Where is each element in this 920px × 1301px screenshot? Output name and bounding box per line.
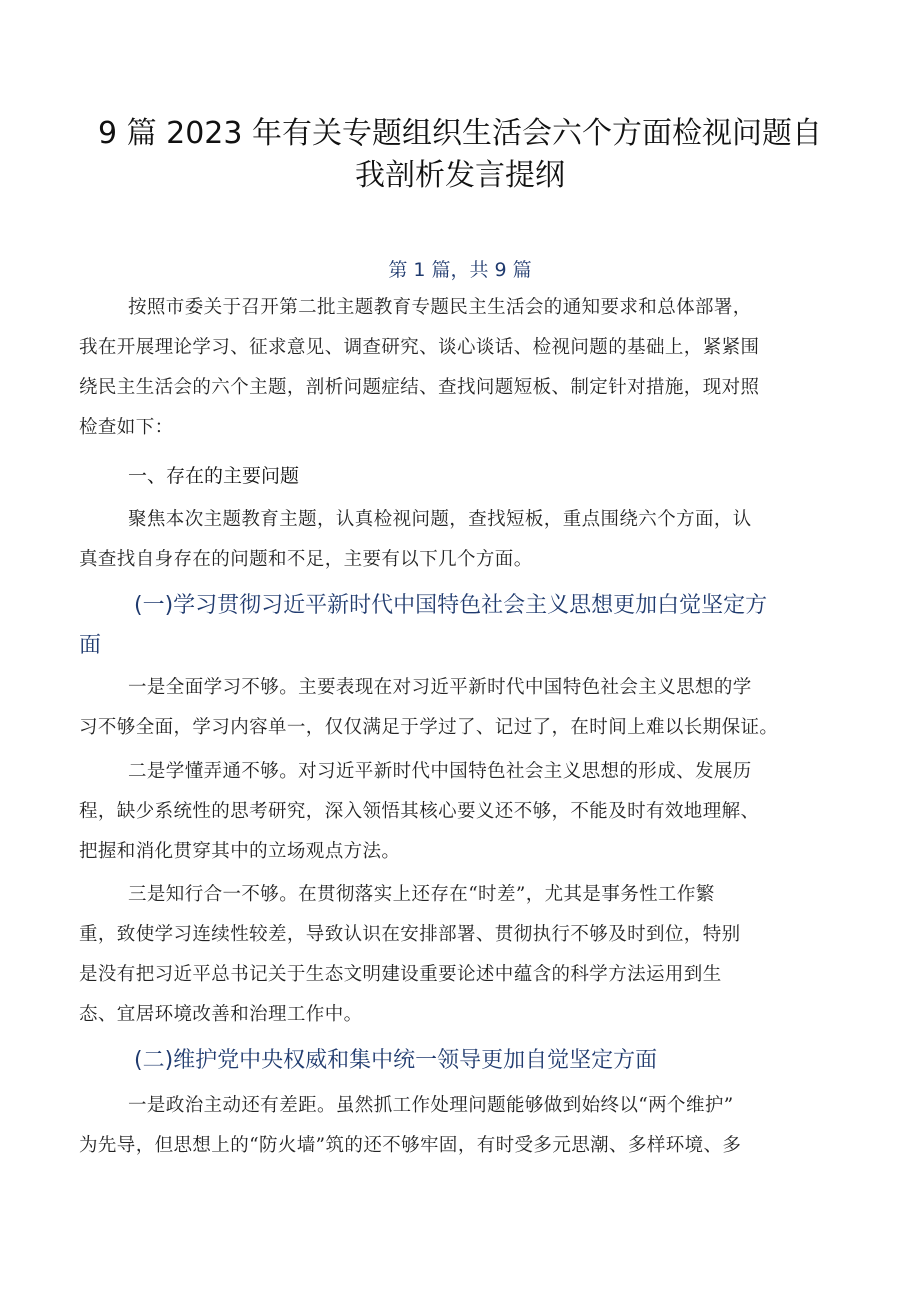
subsection-heading: (一)学习贯彻习近平新时代中国特色社会主义思想更加白觉坚定方 — [134, 593, 768, 618]
intro-line: 绕民主生活会的六个主题，剖析问题症结、查找问题短板、制定针对措施，现对照 — [79, 377, 760, 398]
paragraph-line: 一是全面学习不够。主要表现在对习近平新时代中国特色社会主义思想的学 — [128, 677, 752, 698]
paragraph-line: 三是知行合一不够。在贯彻落实上还存在“时差”，尤其是事务性工作繁 — [128, 884, 715, 905]
section-line: 聚焦本次主题教育主题，认真检视问题，查找短板，重点围绕六个方面，认 — [128, 509, 752, 530]
article-counter: 第 1 篇，共 9 篇 — [388, 259, 532, 281]
paragraph-line: 把握和消化贯穿其中的立场观点方法。 — [79, 841, 401, 862]
intro-line: 按照市委关于召开第二批主题教育专题民主生活会的通知要求和总体部署， — [128, 297, 752, 318]
intro-line: 检查如下： — [79, 417, 174, 438]
section-line: 真查找自身存在的问题和不足，主要有以下几个方面。 — [79, 549, 533, 570]
paragraph-line: 态、宜居环境改善和治理工作中。 — [79, 1004, 363, 1025]
subsection-heading: 面 — [79, 633, 102, 658]
paragraph-line: 为先导，但思想上的“防火墙”筑的还不够牢固，有时受多元思潮、多样环境、多 — [79, 1135, 742, 1156]
subsection-heading: (二)维护党中央权威和集中统一领导更加自觉坚定方面 — [134, 1048, 658, 1073]
paragraph-line: 程，缺少系统性的思考研究，深入领悟其核心要义还不够，不能及时有效地理解、 — [79, 801, 760, 822]
paragraph-line: 重，致使学习连续性较差，导致认识在安排部署、贯彻执行不够及时到位，特别 — [79, 924, 741, 945]
section-heading: 一、存在的主要问题 — [128, 465, 300, 487]
paragraph-line: 是没有把习近平总书记关于生态文明建设重要论述中蕴含的科学方法运用到生 — [79, 964, 722, 985]
intro-line: 我在开展理论学习、征求意见、调查研究、谈心谈话、检视问题的基础上，紧紧围 — [79, 337, 760, 358]
paragraph-line: 一是政治主动还有差距。虽然抓工作处理问题能够做到始终以“两个维护” — [128, 1095, 734, 1116]
paragraph-line: 二是学懂弄通不够。对习近平新时代中国特色社会主义思想的形成、发展历 — [128, 761, 752, 782]
document-title-line-2: 我剖析发言提纲 — [355, 158, 565, 193]
document-title-line-1: 9 篇 2023 年有关专题组织生活会六个方面检视问题自 — [97, 116, 823, 151]
paragraph-line: 习不够全面，学习内容单一，仅仅满足于学过了、记过了，在时间上难以长期保证。 — [79, 717, 779, 738]
